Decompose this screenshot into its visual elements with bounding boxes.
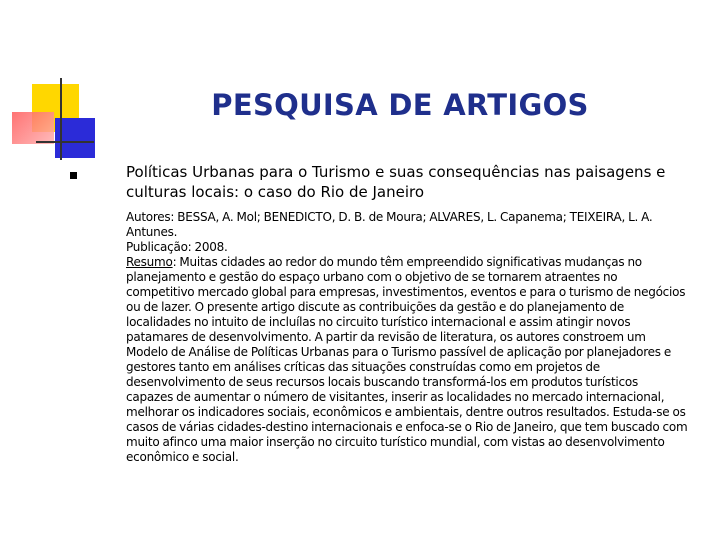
article-publication: Publicação: 2008.	[126, 240, 228, 254]
logo-red-square	[12, 112, 54, 144]
logo-horizontal-line	[36, 141, 94, 143]
article-entry	[126, 162, 688, 465]
bullet-icon	[70, 172, 77, 179]
article-authors: Autores: BESSA, A. Mol; BENEDICTO, D. B. de Moura; ALVARES, L. Capanema; TEIXEIRA, L. A. Antunes.	[126, 210, 653, 239]
article-abstract	[126, 255, 688, 465]
decorative-logo	[0, 0, 110, 170]
abstract-label: Resumo	[126, 255, 173, 269]
article-title: Políticas Urbanas para o Turismo e suas consequências nas paisagens e culturas locais: o caso do Rio de Janeiro	[126, 163, 666, 201]
page-title: PESQUISA DE ARTIGOS	[211, 88, 589, 122]
abstract-text: : Muitas cidades ao redor do mundo têm empreendido significativas mudanças no planejamento e gestão do espaço urbano com o objetivo de se tornarem atraentes no competitivo mercado global para empresas, investimentos, eventos e para o turismo de negócios ou de lazer. O presente artigo discute as contribuições da gestão e do planejamento de localidades no intuito de incluílas no circuito turístico internacional e assim atingir novos patamares de desenvolvimento. A partir da revisão de literatura, os autores constroem um Modelo de Análise de Políticas Urbanas para o Turismo passível de aplicação por planejadores e gestores tanto em análises críticas das situações construídas como em projetos de desenvolvimento de seus recursos locais buscando transformá-los em produtos turísticos capazes de aumentar o número de visitantes, inserir as localidades no mercado internacional, melhorar os indicadores sociais, econômicos e ambientais, dentre outros resultados. Estuda-se os casos de várias cidades-destino internacionais e enfoca-se o Rio de Janeiro, que tem buscado com muito afinco uma maior inserção no circuito turístico mundial, com vistas ao desenvolvimento econômico e social.	[126, 255, 688, 464]
logo-vertical-line	[60, 78, 62, 160]
